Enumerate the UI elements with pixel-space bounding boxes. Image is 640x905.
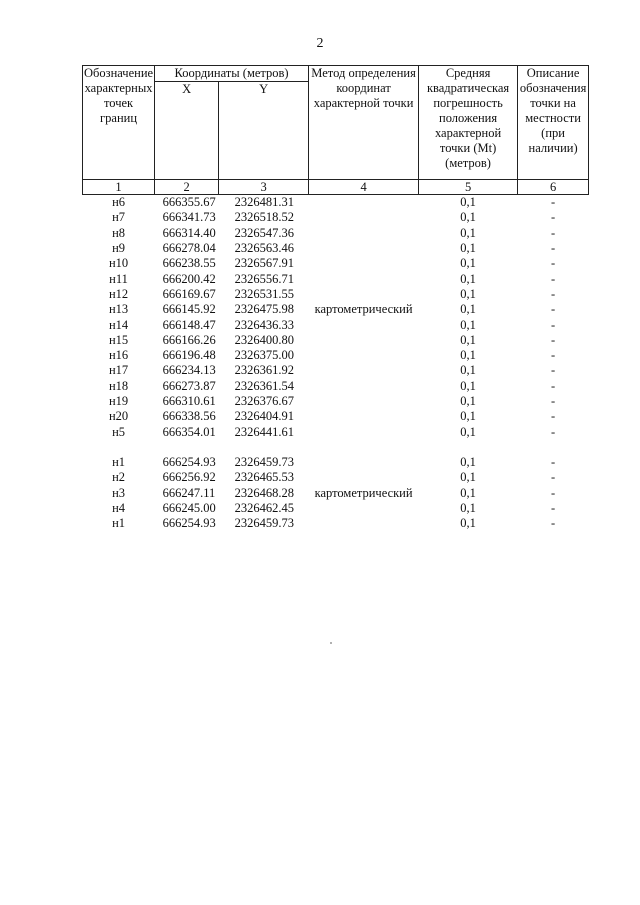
method-cell <box>309 271 419 286</box>
accuracy-cell: 0,1 <box>460 332 476 347</box>
y-cell: 2326376.67 <box>234 394 294 408</box>
column-number: 5 <box>419 180 518 195</box>
accuracy-cell: 0,1 <box>460 256 476 271</box>
y-cell: 2326475.98 <box>234 302 294 317</box>
scan-artifact <box>330 642 332 644</box>
point-cell: н15 <box>108 332 129 347</box>
table-row <box>83 287 589 302</box>
y-cell: 2326481.31 <box>234 195 294 210</box>
point-cell: н13 <box>108 302 129 317</box>
description-cell: - <box>550 195 556 210</box>
point-cell: н3 <box>112 485 126 500</box>
x-cell: 666355.67 <box>162 195 216 210</box>
description-cell: - <box>550 455 556 470</box>
y-cell: 2326518.52 <box>234 210 294 225</box>
table-row <box>83 455 589 470</box>
x-cell: 666314.40 <box>162 225 216 240</box>
y-cell: 2326468.28 <box>234 485 294 500</box>
accuracy-cell: 0,1 <box>460 317 476 332</box>
description-cell: - <box>550 394 556 408</box>
x-cell: 666148.47 <box>162 317 216 332</box>
y-cell: 2326567.91 <box>234 256 294 271</box>
table-row <box>83 241 589 256</box>
table-row <box>83 486 589 501</box>
point-cell: н18 <box>108 378 129 393</box>
table-row <box>83 256 589 271</box>
table-row <box>83 195 589 211</box>
method-cell <box>309 333 419 348</box>
table-row <box>83 302 589 317</box>
y-cell: 2326465.53 <box>234 470 294 485</box>
y-cell: 2326361.92 <box>234 363 294 378</box>
x-cell: 666166.26 <box>162 332 216 347</box>
y-cell: 2326531.55 <box>234 286 294 301</box>
method-cell <box>309 516 419 531</box>
description-cell: - <box>550 286 556 301</box>
description-cell: - <box>550 210 556 225</box>
coordinates-table <box>82 65 589 532</box>
x-cell: 666256.92 <box>162 470 216 485</box>
x-cell: 666278.04 <box>162 241 216 256</box>
header-x: X <box>155 82 219 180</box>
header-y: Y <box>219 82 309 180</box>
y-cell: 2326436.33 <box>234 317 294 332</box>
description-cell: - <box>550 332 556 347</box>
description-cell: - <box>550 409 556 424</box>
column-number: 3 <box>219 180 309 195</box>
method-cell <box>309 470 419 485</box>
table-row <box>83 409 589 424</box>
description-cell: - <box>550 317 556 332</box>
point-cell: н17 <box>108 363 129 378</box>
header-description: Описание обозначения точки на местности (при наличии) <box>518 66 589 180</box>
x-cell: 666341.73 <box>162 210 216 225</box>
x-cell: 666196.48 <box>162 348 216 363</box>
y-cell: 2326404.91 <box>234 409 294 424</box>
accuracy-cell: 0,1 <box>460 271 476 286</box>
description-cell: - <box>550 378 556 393</box>
point-cell: н1 <box>112 516 126 531</box>
point-cell: н5 <box>112 424 126 439</box>
y-cell: 2326556.71 <box>234 271 294 286</box>
table-row <box>83 317 589 332</box>
point-cell: н7 <box>112 210 126 225</box>
header-method: Метод определения координат характерной точки <box>309 66 419 180</box>
table-row <box>83 379 589 394</box>
point-cell: н16 <box>108 348 129 363</box>
x-cell: 666273.87 <box>162 378 216 393</box>
x-cell: 666145.92 <box>162 302 216 317</box>
table-row <box>83 271 589 286</box>
accuracy-cell: 0,1 <box>460 363 476 378</box>
column-number: 6 <box>518 180 589 195</box>
accuracy-cell: 0,1 <box>460 409 476 424</box>
method-cell <box>309 210 419 225</box>
description-cell: - <box>550 424 556 439</box>
point-cell: н11 <box>109 271 128 286</box>
method-cell <box>309 379 419 394</box>
x-cell: 666245.00 <box>162 501 216 516</box>
table-body <box>83 195 589 532</box>
description-cell: - <box>550 225 556 240</box>
y-cell: 2326563.46 <box>234 241 294 256</box>
point-cell: н10 <box>108 256 129 271</box>
y-cell: 2326459.73 <box>234 516 294 531</box>
method-cell <box>309 409 419 424</box>
accuracy-cell: 0,1 <box>460 210 476 225</box>
group-spacer <box>83 440 589 455</box>
y-cell: 2326441.61 <box>234 424 294 439</box>
x-cell: 666354.01 <box>162 424 216 439</box>
accuracy-cell: 0,1 <box>460 241 476 256</box>
table-row <box>83 210 589 225</box>
y-cell: 2326375.00 <box>234 348 294 363</box>
accuracy-cell: 0,1 <box>460 348 476 363</box>
description-cell: - <box>550 470 556 485</box>
x-cell: 666169.67 <box>162 286 216 301</box>
description-cell: - <box>550 363 556 378</box>
y-cell: 2326547.36 <box>234 225 294 240</box>
x-cell: 666234.13 <box>162 363 216 378</box>
accuracy-cell: 0,1 <box>460 424 476 439</box>
header-coordinates: Координаты (метров) <box>155 66 309 82</box>
table-row <box>83 516 589 531</box>
description-cell: - <box>550 302 556 317</box>
x-cell: 666200.42 <box>162 271 216 286</box>
accuracy-cell: 0,1 <box>460 485 476 500</box>
method-cell <box>309 226 419 241</box>
y-cell: 2326361.54 <box>234 378 294 393</box>
description-cell: - <box>550 271 556 286</box>
method-cell <box>309 394 419 409</box>
accuracy-cell: 0,1 <box>460 195 476 210</box>
accuracy-cell: 0,1 <box>460 225 476 240</box>
method-cell <box>309 317 419 332</box>
description-cell: - <box>550 501 556 516</box>
point-cell: н8 <box>112 225 126 240</box>
column-number: 1 <box>83 180 155 195</box>
accuracy-cell: 0,1 <box>460 470 476 485</box>
point-cell: н12 <box>108 286 129 301</box>
accuracy-cell: 0,1 <box>460 455 476 470</box>
accuracy-cell: 0,1 <box>460 302 476 317</box>
y-cell: 2326462.45 <box>234 501 294 516</box>
point-cell: н1 <box>112 455 126 470</box>
point-cell: н20 <box>108 409 129 424</box>
method-cell: картометрический <box>314 485 413 500</box>
method-cell <box>309 455 419 470</box>
description-cell: - <box>550 241 556 256</box>
column-number: 2 <box>155 180 219 195</box>
table-row <box>83 363 589 378</box>
method-cell <box>309 363 419 378</box>
table-row <box>83 348 589 363</box>
table-row <box>83 394 589 409</box>
accuracy-cell: 0,1 <box>460 516 476 531</box>
point-cell: н6 <box>112 195 126 210</box>
point-cell: н4 <box>112 501 126 516</box>
point-cell: н14 <box>108 317 129 332</box>
y-cell: 2326400.80 <box>234 332 294 347</box>
column-number: 4 <box>309 180 419 195</box>
method-cell <box>309 287 419 302</box>
description-cell: - <box>550 348 556 363</box>
table-row <box>83 333 589 348</box>
point-cell: н19 <box>108 394 129 408</box>
method-cell <box>309 424 419 439</box>
description-cell: - <box>550 256 556 271</box>
description-cell: - <box>550 485 556 500</box>
method-cell <box>309 501 419 516</box>
x-cell: 666247.11 <box>162 485 216 500</box>
method-cell: картометрический <box>314 302 413 317</box>
x-cell: 666254.93 <box>162 516 216 531</box>
method-cell <box>309 241 419 256</box>
y-cell: 2326459.73 <box>234 455 294 470</box>
point-cell: н9 <box>112 241 126 256</box>
accuracy-cell: 0,1 <box>460 501 476 516</box>
x-cell: 666254.93 <box>162 455 216 470</box>
x-cell: 666310.61 <box>162 394 216 408</box>
page-number: 2 <box>316 36 324 51</box>
x-cell: 666238.55 <box>162 256 216 271</box>
accuracy-cell: 0,1 <box>460 286 476 301</box>
header-accuracy: Средняя квадратическая погрешность положения характерной точки (Mt) (метров) <box>419 66 518 180</box>
table-row <box>83 226 589 241</box>
table-row <box>83 501 589 516</box>
description-cell: - <box>550 516 556 531</box>
table-row <box>83 424 589 439</box>
method-cell <box>309 348 419 363</box>
accuracy-cell: 0,1 <box>460 378 476 393</box>
table-row <box>83 470 589 485</box>
method-cell <box>309 195 419 211</box>
header-designation: Обозначение характерных точек границ <box>83 66 155 180</box>
accuracy-cell: 0,1 <box>460 394 476 408</box>
point-cell: н2 <box>112 470 126 485</box>
method-cell <box>309 256 419 271</box>
x-cell: 666338.56 <box>162 409 216 424</box>
